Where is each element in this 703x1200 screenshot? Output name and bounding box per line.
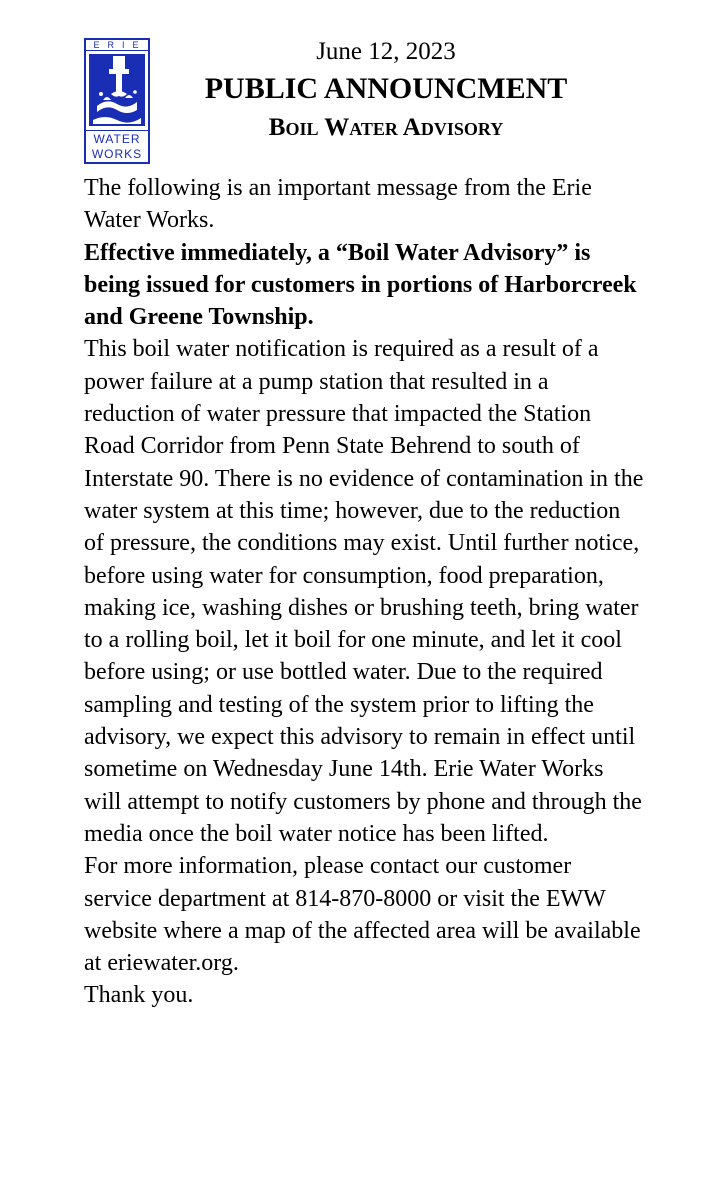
announcement-date: June 12, 2023 (316, 38, 456, 65)
erie-water-works-logo (84, 38, 150, 164)
logo-water-word: WATER (93, 132, 141, 146)
logo-bottom-text (86, 130, 148, 162)
contact-paragraph: For more information, please contact our customer service department at 814-870-8000 or visit the EWW website where a map of the affected area will be available at eriewater.org. (84, 853, 641, 977)
logo-works-word: WORKS (91, 147, 143, 161)
advisory-notice: Effective immediately, a “Boil Water Advisory” is being issued for customers in portions of Harborcreek and Greene Township. (84, 239, 637, 331)
details-paragraph: This boil water notification is required as a result of a power failure at a pump station that resulted in a reduction of water pressure that impacted the Station Road Corridor from Penn State Behrend to south of Interstate 90. There is no evidence of contamination in the water system at this time; however, due to the reduction of pressure, the conditions may exist. Until further notice, before using water for consumption, food preparation, making ice, washing dishes or brushing teeth, bring water to a rolling boil, let it boil for one minute, and let it cool before using; or use bottled water. Due to the required sampling and testing of the system prior to lifting the advisory, we expect this advisory to remain in effect until sometime on Wednesday June 14th. Erie Water Works will attempt to notify customers by phone and through the media once the boil water notice has been lifted. (84, 336, 644, 847)
closing-line: Thank you. (84, 982, 194, 1009)
page-title: PUBLIC ANNOUNCMENT (204, 72, 568, 105)
page-subtitle: Boil Water Advisory (268, 114, 504, 141)
water-fountain-icon (89, 54, 145, 126)
intro-paragraph: The following is an important message from the Erie Water Works. (84, 175, 592, 234)
announcement-body (84, 172, 644, 1012)
logo-top-text: ERIE (86, 40, 148, 51)
